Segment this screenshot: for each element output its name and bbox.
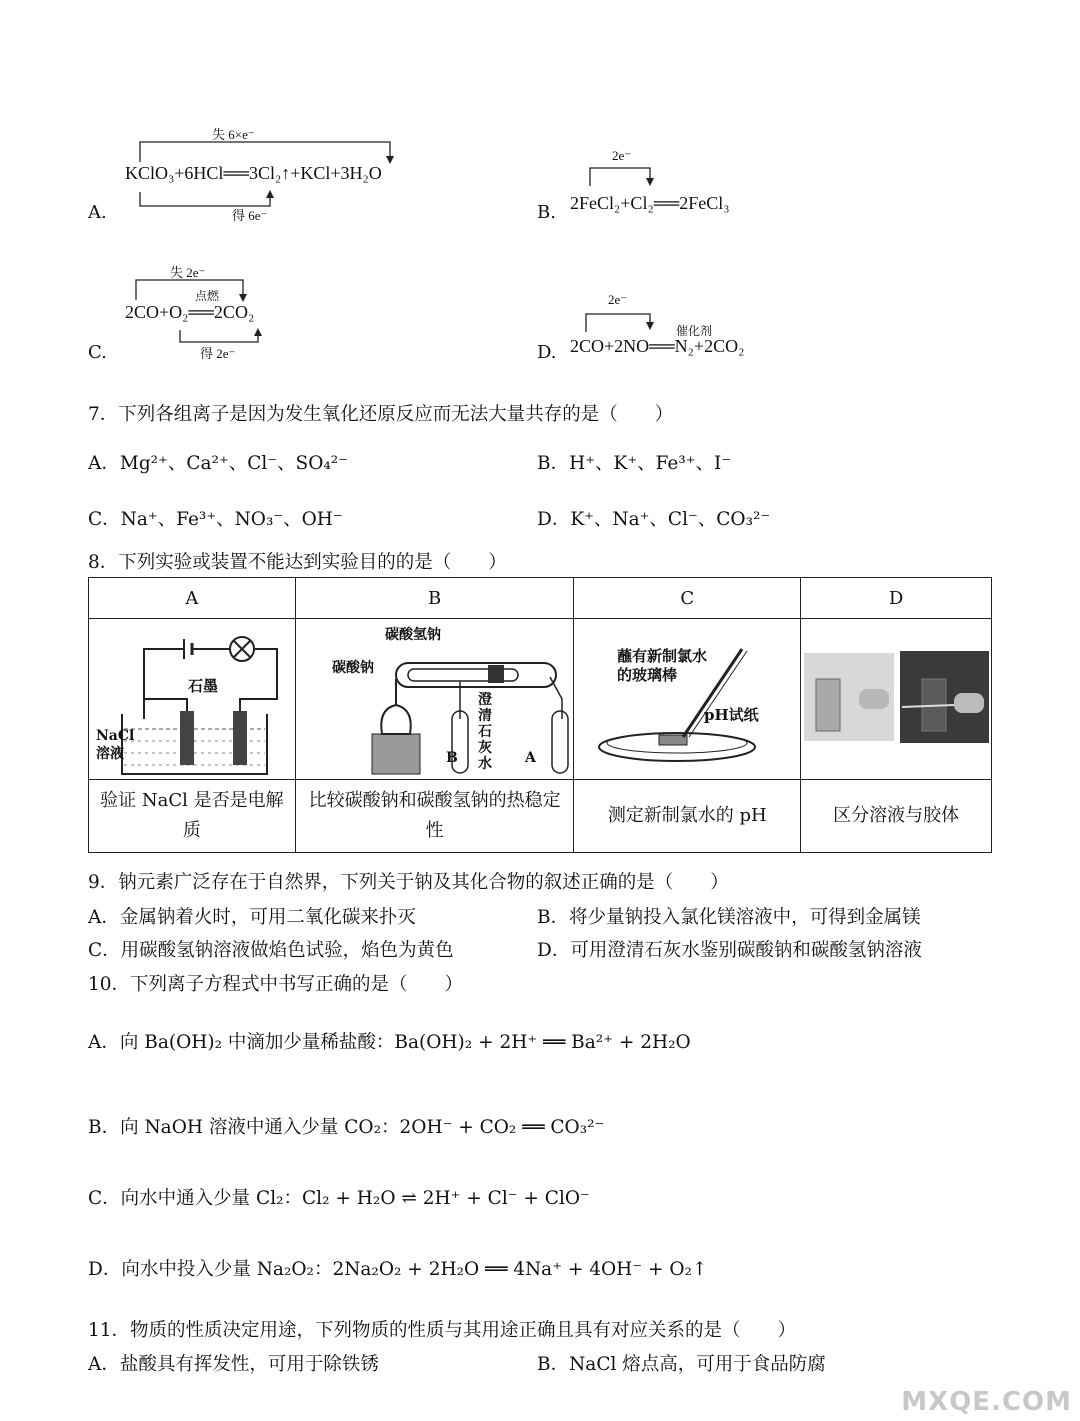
q8-header-c: C (574, 578, 801, 619)
q6-option-d-bracket-icon (570, 292, 690, 336)
q6-option-c-bottom-note: 得 2e⁻ (200, 346, 236, 361)
q9-option-b: B．将少量钠投入氯化镁溶液中，可得到金属镁 (537, 907, 921, 928)
q6-option-b-label: B. (537, 202, 556, 223)
q9-option-c: C．用碳酸氢钠溶液做焰色试验，焰色为黄色 (88, 940, 454, 961)
q8-header-a: A (89, 578, 296, 619)
q8-b-label-tube-a: A (525, 750, 536, 766)
q8-desc-a: 验证 NaCl 是否是电解质 (89, 780, 296, 853)
q10-stem: 10．下列离子方程式中书写正确的是（ ） (88, 974, 464, 995)
q9-stem: 9．钠元素广泛存在于自然界，下列关于钠及其化合物的叙述正确的是（ ） (88, 872, 729, 893)
q8-header-b: B (295, 578, 574, 619)
q7-option-c: C．Na⁺、Fe³⁺、NO₃⁻、OH⁻ (88, 509, 343, 530)
q8-stem: 8．下列实验或装置不能达到实验目的的是（ ） (88, 552, 507, 573)
q7-option-d: D．K⁺、Na⁺、Cl⁻、CO₃²⁻ (537, 509, 771, 530)
q10-option-d: D．向水中投入少量 Na₂O₂：2Na₂O₂ + 2H₂O ══ 4Na⁺ + 4OH⁻ + O₂↑ (88, 1259, 708, 1280)
q8-desc-b: 比较碳酸钠和碳酸氢钠的热稳定性 (295, 780, 574, 853)
q7-option-a: A．Mg²⁺、Ca²⁺、Cl⁻、SO₄²⁻ (88, 453, 348, 474)
q6-option-b-top-note: 2e⁻ (612, 148, 632, 163)
q8-c-label-paper: pH试纸 (704, 706, 759, 724)
q6-option-a-top-note: 失 6×e⁻ (212, 127, 255, 142)
q10-option-b: B．向 NaOH 溶液中通入少量 CO₂：2OH⁻ + CO₂ ══ CO₃²⁻ (88, 1117, 605, 1138)
q10-option-a: A．向 Ba(OH)₂ 中滴加少量稀盐酸：Ba(OH)₂ + 2H⁺ ══ Ba²⁺ + 2H₂O (88, 1032, 691, 1053)
q6-option-a-equation: KClO₃+6HCl══3Cl₂↑+KCl+3H₂O (125, 163, 382, 183)
q8-a-label-graphite: 石墨 (188, 677, 219, 695)
q6-option-b-equation: 2FeCl₂+Cl₂══2FeCl₃ (570, 193, 730, 213)
q9-option-d: D．可用澄清石灰水鉴别碳酸钠和碳酸氢钠溶液 (537, 940, 922, 961)
q8-b-label-limewater: 澄清石灰水 (478, 692, 492, 772)
q7-option-b: B．H⁺、K⁺、Fe³⁺、I⁻ (537, 453, 732, 474)
q6-option-d-condition: 催化剂 (676, 324, 713, 338)
q8-header-d: D (801, 578, 992, 619)
q6-option-c-label: C. (88, 342, 107, 363)
q6-option-d-label: D. (537, 342, 557, 363)
q9-option-a: A．金属钠着火时，可用二氧化碳来扑灭 (88, 907, 416, 928)
q8-b-label-tube-b: B (446, 750, 458, 766)
q8-c-label-rod: 蘸有新制氯水的玻璃棒 (617, 647, 708, 684)
q6-option-c-condition: 点燃 (195, 289, 220, 303)
q6-option-c-top-note: 失 2e⁻ (170, 265, 206, 280)
q6-option-c-equation: 2CO+O₂══2CO₂ (125, 302, 255, 322)
watermark: MXQE.COM (901, 1387, 1072, 1417)
q11-option-b: B．NaCl 熔点高，可用于食品防腐 (537, 1354, 826, 1375)
q6-option-a-label: A. (88, 202, 107, 223)
q10-option-c: C．向水中通入少量 Cl₂：Cl₂ + H₂O ⇌ 2H⁺ + Cl⁻ + ClO⁻ (88, 1188, 590, 1209)
q8-desc-d: 区分溶液与胶体 (801, 780, 992, 853)
q8-desc-c: 测定新制氯水的 pH (574, 780, 801, 853)
q11-stem: 11．物质的性质决定用途，下列物质的性质与其用途正确且具有对应关系的是（ ） (88, 1320, 797, 1341)
q8-a-label-solution: NaCl溶液 (96, 728, 135, 762)
q6-option-a-bottom-note: 得 6e⁻ (232, 208, 268, 223)
q8-d-colloid-photo-icon (804, 649, 989, 749)
q8-c-ph-test-diagram-icon (577, 619, 797, 779)
q6-option-d-equation: 2CO+2NO══N₂+2CO₂ (570, 336, 745, 356)
q11-option-a: A．盐酸具有挥发性，可用于除铁锈 (88, 1354, 379, 1375)
q8-b-label-nahco3: 碳酸氢钠 (385, 627, 441, 643)
q6-option-d-top-note: 2e⁻ (608, 292, 628, 307)
q8-experiment-table (88, 577, 992, 853)
q8-b-label-na2co3: 碳酸钠 (332, 660, 374, 676)
q7-stem: 7．下列各组离子是因为发生氧化还原反应而无法大量共存的是（ ） (88, 404, 674, 425)
